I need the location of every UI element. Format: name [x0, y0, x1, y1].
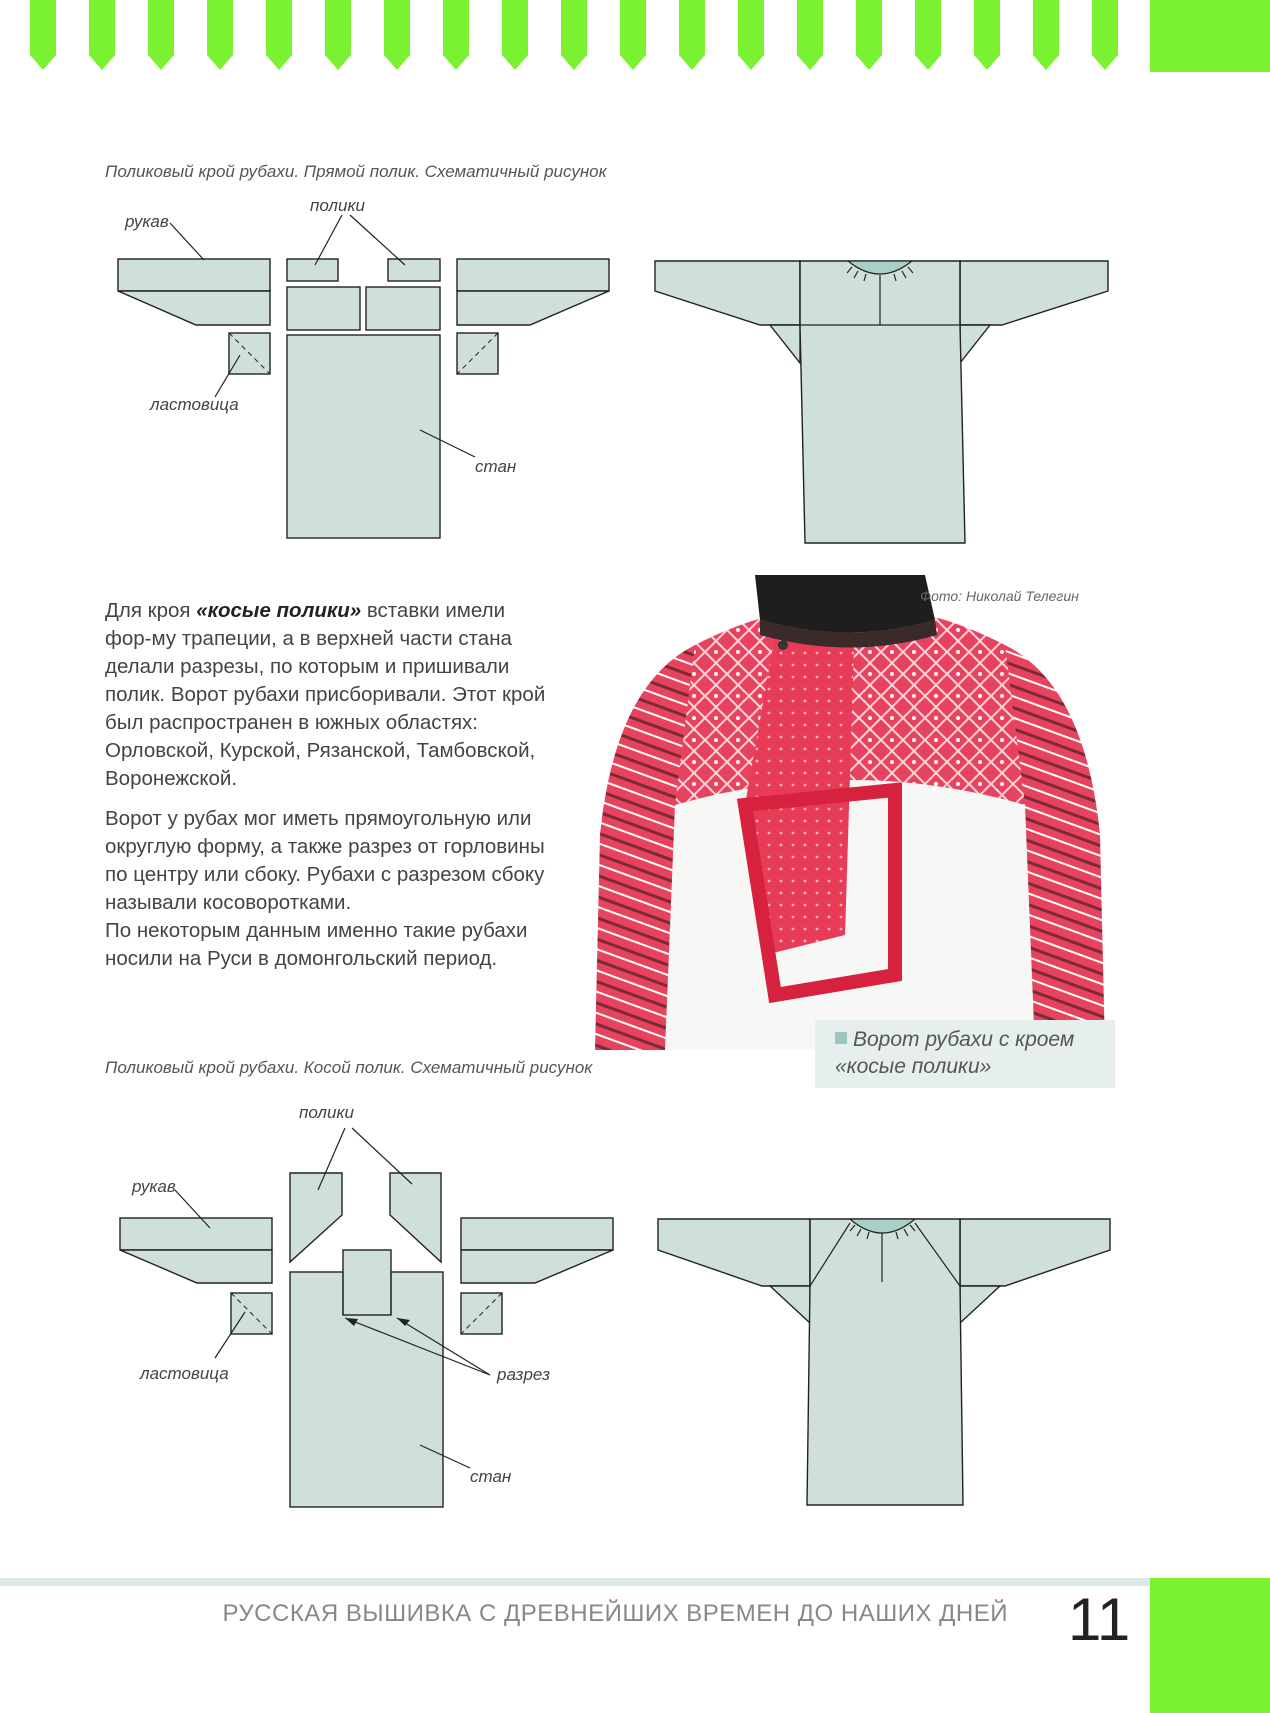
- assembled-shirt-oblique: [658, 1219, 1110, 1505]
- center-neck-insert: [343, 1250, 391, 1315]
- photo-caption: Ворот рубахи с кроем «косые полики»: [835, 1028, 1075, 1078]
- right-oblique-polik-piece: [390, 1173, 441, 1262]
- footer-rule: [0, 1578, 1150, 1586]
- label-body: стан: [475, 457, 517, 476]
- label-poliki-2: полики: [299, 1103, 354, 1122]
- label-gusset: ластовица: [150, 395, 239, 414]
- caption-square-icon: [835, 1032, 847, 1044]
- shirt-photo: [595, 575, 1105, 1050]
- left-sleeve-bottom-piece: [118, 291, 270, 325]
- footer-green-block: [1150, 1578, 1270, 1713]
- diagram2-caption: Поликовый крой рубахи. Косой полик. Схематичный рисунок: [105, 1058, 593, 1077]
- label-slit: разрез: [497, 1365, 551, 1384]
- left-shoulder-piece: [287, 287, 360, 330]
- label-sleeve-2: рукав: [132, 1177, 176, 1196]
- right-sleeve-top-piece-2: [461, 1218, 613, 1250]
- left-sleeve-top-piece-2: [120, 1218, 272, 1250]
- label-poliki: полики: [310, 196, 365, 215]
- top-pennant-border: [0, 0, 1270, 75]
- right-sleeve-top-piece: [457, 259, 609, 291]
- left-polik-piece: [287, 259, 338, 281]
- label-sleeve: рукав: [125, 212, 169, 231]
- right-shoulder-piece: [366, 287, 440, 330]
- label-gusset-2: ластовица: [140, 1364, 229, 1383]
- left-sleeve-bottom-piece-2: [120, 1250, 272, 1283]
- left-oblique-polik-piece: [290, 1173, 342, 1262]
- paragraph-1: Для кроя «косые полики» вставки имели фор-му трапеции, а в верхней части стана делали разрезы, по которым и пришивали полик. Ворот рубахи присборивали. Этот крой был распространен в южных областях: Орловской, Курской, Рязанской, Тамбовской, Воронежской.: [105, 599, 546, 790]
- diagram-oblique-polik: [0, 1090, 1270, 1520]
- photo-credit: Фото: Николай Телегин: [920, 588, 1079, 604]
- right-polik-piece: [388, 259, 440, 281]
- paragraph-2: Ворот у рубах мог иметь прямоугольную или округлую форму, а также разрез от горловины по центру или сбоку. Рубахи с разрезом сбоку называли косоворотками.: [105, 807, 545, 914]
- body-text: [105, 597, 555, 985]
- photo-caption-box: [815, 1020, 1115, 1088]
- footer-book-title: РУССКАЯ ВЫШИВКА С ДРЕВНЕЙШИХ ВРЕМЕН ДО НАШИХ ДНЕЙ: [222, 1600, 1008, 1627]
- diagram-straight-polik: [0, 185, 1270, 550]
- right-sleeve-bottom-piece-2: [461, 1250, 613, 1283]
- page-number: 11: [1068, 1586, 1131, 1653]
- paragraph-3: По некоторым данным именно такие рубахи носили на Руси в домонгольский период.: [105, 919, 528, 970]
- diagram1-caption: Поликовый крой рубахи. Прямой полик. Схематичный рисунок: [105, 162, 607, 181]
- label-body-2: стан: [470, 1467, 512, 1486]
- right-sleeve-bottom-piece: [457, 291, 609, 325]
- assembled-shirt-straight: [655, 261, 1108, 543]
- left-sleeve-top-piece: [118, 259, 270, 291]
- body-piece: [287, 335, 440, 538]
